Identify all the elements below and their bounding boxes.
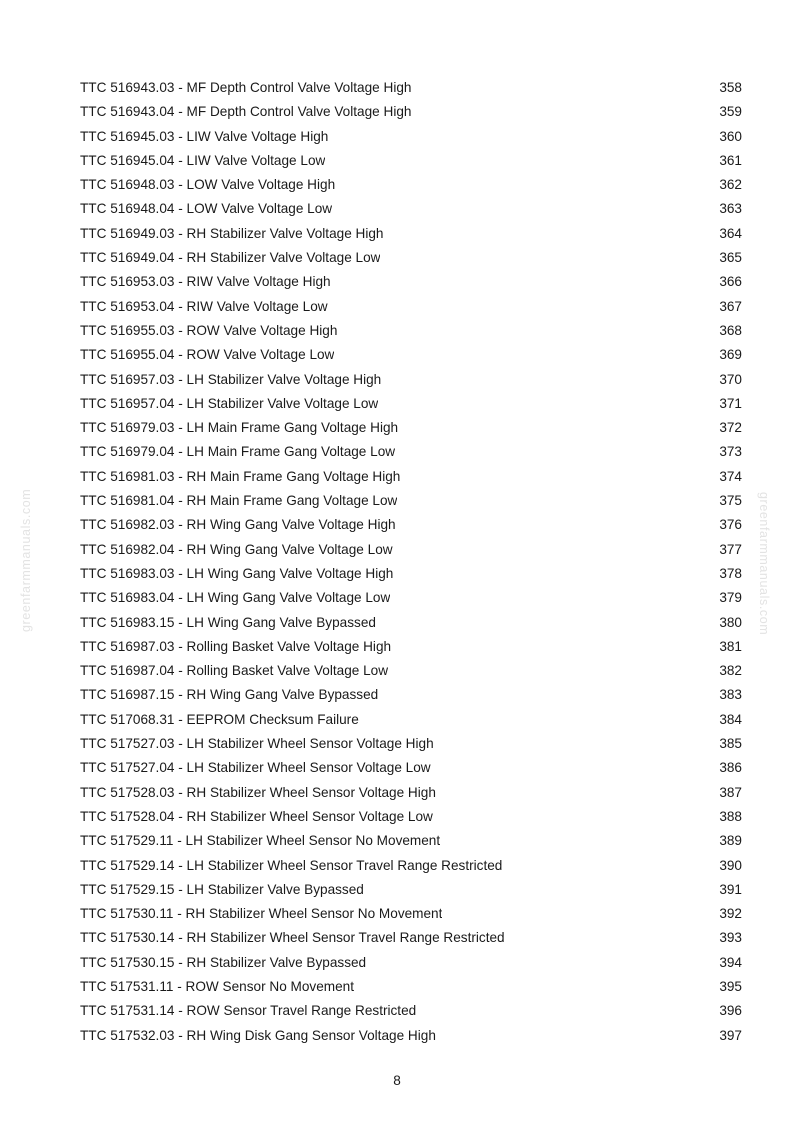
toc-entry-page[interactable]: 380 [719,614,742,630]
toc-entry-title[interactable]: TTC 516979.04 - LH Main Frame Gang Voltage Low [80,444,396,460]
toc-entry-title[interactable]: TTC 516983.04 - LH Wing Gang Valve Voltage Low [80,590,391,606]
toc-entry-page[interactable]: 393 [719,930,742,946]
toc-entry-page[interactable]: 374 [719,468,742,484]
toc-entry[interactable] [80,708,742,732]
toc-entry[interactable] [80,586,742,610]
toc-entry[interactable] [80,829,742,853]
toc-entry[interactable] [80,854,742,878]
toc-entry-title[interactable]: TTC 516953.03 - RIW Valve Voltage High [80,274,331,290]
toc-entry-title[interactable]: TTC 516987.04 - Rolling Basket Valve Voltage Low [80,663,389,679]
toc-entry[interactable] [80,222,742,246]
toc-entry-page[interactable]: 383 [719,687,742,703]
toc-entry-title[interactable]: TTC 516979.03 - LH Main Frame Gang Voltage High [80,420,399,436]
watermark-left: greenfarmmanuals.com [19,488,33,632]
toc-entry-page[interactable]: 361 [719,152,742,168]
toc-entry[interactable] [80,197,742,221]
toc-entry-title[interactable]: TTC 517530.15 - RH Stabilizer Valve Bypassed [80,954,367,970]
toc-entry[interactable] [80,246,742,270]
page-number: 8 [393,1073,401,1088]
toc-entry-title[interactable]: TTC 517530.14 - RH Stabilizer Wheel Sensor Travel Range Restricted [80,930,505,946]
toc-entry-page[interactable]: 375 [719,493,742,509]
toc-entry[interactable] [80,100,742,124]
toc-entry-title[interactable]: TTC 517529.11 - LH Stabilizer Wheel Sensor No Movement [80,833,441,849]
toc-entry-title[interactable]: TTC 517527.04 - LH Stabilizer Wheel Sensor Voltage Low [80,760,431,776]
toc-entry-page[interactable]: 384 [719,711,742,727]
toc-entry-title[interactable]: TTC 516949.03 - RH Stabilizer Valve Voltage High [80,225,384,241]
toc-entry-title[interactable]: TTC 517531.11 - ROW Sensor No Movement [80,978,354,994]
toc-entry[interactable] [80,999,742,1023]
toc-entry[interactable] [80,659,742,683]
toc-entry-page[interactable]: 365 [719,250,742,266]
toc-entry-page[interactable]: 368 [719,322,742,338]
toc-entry-page[interactable]: 390 [719,857,742,873]
toc-entry[interactable] [80,513,742,537]
toc-entry-page[interactable]: 367 [719,298,742,314]
toc-entry[interactable] [80,149,742,173]
toc-entry-page[interactable]: 389 [719,833,742,849]
toc-entry-title[interactable]: TTC 517528.03 - RH Stabilizer Wheel Sensor Voltage High [80,784,436,800]
toc-entry-title[interactable]: TTC 516949.04 - RH Stabilizer Valve Voltage Low [80,250,381,266]
toc-entry-title[interactable]: TTC 516987.03 - Rolling Basket Valve Voltage High [80,638,392,654]
toc-entry-title[interactable]: TTC 517529.15 - LH Stabilizer Valve Bypassed [80,881,364,897]
toc-entry-title[interactable]: TTC 516948.04 - LOW Valve Voltage Low [80,201,333,217]
toc-entry-page[interactable]: 371 [719,395,742,411]
toc-entry-title[interactable]: TTC 516983.03 - LH Wing Gang Valve Voltage High [80,565,394,581]
toc-entry-title[interactable]: TTC 516945.04 - LIW Valve Voltage Low [80,152,326,168]
toc-entry[interactable] [80,76,742,100]
toc-entry-page[interactable]: 377 [719,541,742,557]
toc-entry-page[interactable]: 370 [719,371,742,387]
toc-entry[interactable] [80,683,742,707]
toc-entry-title[interactable]: TTC 517528.04 - RH Stabilizer Wheel Sensor Voltage Low [80,808,433,824]
toc-entry-page[interactable]: 394 [719,954,742,970]
toc-entry-page[interactable]: 385 [719,736,742,752]
toc-entry-title[interactable]: TTC 516955.04 - ROW Valve Voltage Low [80,347,335,363]
toc-entry-title[interactable]: TTC 516953.04 - RIW Valve Voltage Low [80,298,328,314]
toc-entry-title[interactable]: TTC 516957.04 - LH Stabilizer Valve Voltage Low [80,395,379,411]
toc-entry[interactable] [80,1024,742,1048]
toc-entry-title[interactable]: TTC 517529.14 - LH Stabilizer Wheel Sensor Travel Range Restricted [80,857,503,873]
toc-entry[interactable] [80,465,742,489]
toc-entry[interactable] [80,951,742,975]
toc-entry-page[interactable]: 386 [719,760,742,776]
toc-entry[interactable] [80,319,742,343]
toc-entry-title[interactable]: TTC 517530.11 - RH Stabilizer Wheel Sensor No Movement [80,906,443,922]
toc-entry-page[interactable]: 372 [719,420,742,436]
toc-entry-page[interactable]: 369 [719,347,742,363]
toc-entry[interactable] [80,125,742,149]
toc-entry-page[interactable]: 381 [719,638,742,654]
toc-entry[interactable] [80,562,742,586]
toc-entry-page[interactable]: 388 [719,808,742,824]
toc-entry-page[interactable]: 378 [719,565,742,581]
toc-entry[interactable] [80,295,742,319]
toc-entry[interactable] [80,173,742,197]
toc-entry-page[interactable]: 362 [719,177,742,193]
toc-entry[interactable] [80,611,742,635]
toc-entry-page[interactable]: 387 [719,784,742,800]
toc-entry-page[interactable]: 397 [719,1027,742,1043]
toc-entry[interactable] [80,538,742,562]
watermark-right: greenfarmmanuals.com [757,492,771,636]
toc-entry-title[interactable]: TTC 517068.31 - EEPROM Checksum Failure [80,711,359,727]
toc-entry[interactable] [80,902,742,926]
toc-entry-page[interactable]: 358 [719,80,742,95]
toc-entry-title[interactable]: TTC 517531.14 - ROW Sensor Travel Range Restricted [80,1003,417,1019]
toc-entry[interactable] [80,416,742,440]
toc-entry-title[interactable]: TTC 516987.15 - RH Wing Gang Valve Bypassed [80,687,379,703]
toc-entry-title[interactable]: TTC 516943.04 - MF Depth Control Valve Voltage High [80,104,412,120]
toc-entry-page[interactable]: 363 [719,201,742,217]
toc-entry[interactable] [80,975,742,999]
toc-entry-page[interactable]: 359 [719,104,742,120]
toc-entry[interactable] [80,343,742,367]
toc-entry-title[interactable]: TTC 516943.03 - MF Depth Control Valve Voltage High [80,80,412,95]
toc-entry-page[interactable]: 376 [719,517,742,533]
toc-entry[interactable] [80,392,742,416]
toc-entry-page[interactable]: 391 [719,881,742,897]
toc-entry-page[interactable]: 364 [719,225,742,241]
toc-entry-title[interactable]: TTC 516981.04 - RH Main Frame Gang Voltage Low [80,493,398,509]
toc-entry[interactable] [80,732,742,756]
toc-entry[interactable] [80,270,742,294]
toc-entry-page[interactable]: 396 [719,1003,742,1019]
toc-entry-title[interactable]: TTC 517527.03 - LH Stabilizer Wheel Sensor Voltage High [80,736,434,752]
toc-entry[interactable] [80,489,742,513]
toc-entry-title[interactable]: TTC 516948.03 - LOW Valve Voltage High [80,177,336,193]
toc-entry[interactable] [80,805,742,829]
toc-entry-title[interactable]: TTC 516983.15 - LH Wing Gang Valve Bypassed [80,614,376,630]
toc-entry[interactable] [80,756,742,780]
toc-entry[interactable] [80,635,742,659]
toc-entry[interactable] [80,926,742,950]
toc-entry-page[interactable]: 379 [719,590,742,606]
toc-entry-page[interactable]: 395 [719,978,742,994]
toc-entry-title[interactable]: TTC 516982.03 - RH Wing Gang Valve Voltage High [80,517,396,533]
toc-entry-title[interactable]: TTC 516955.03 - ROW Valve Voltage High [80,322,338,338]
table-of-contents [80,76,742,1048]
toc-entry-page[interactable]: 392 [719,906,742,922]
toc-entry[interactable] [80,878,742,902]
toc-entry-title[interactable]: TTC 517532.03 - RH Wing Disk Gang Sensor Voltage High [80,1027,436,1043]
toc-entry-page[interactable]: 366 [719,274,742,290]
toc-entry-title[interactable]: TTC 516957.03 - LH Stabilizer Valve Voltage High [80,371,382,387]
toc-entry-title[interactable]: TTC 516982.04 - RH Wing Gang Valve Voltage Low [80,541,393,557]
toc-entry[interactable] [80,440,742,464]
toc-entry-title[interactable]: TTC 516945.03 - LIW Valve Voltage High [80,128,329,144]
toc-entry-page[interactable]: 360 [719,128,742,144]
toc-entry-title[interactable]: TTC 516981.03 - RH Main Frame Gang Voltage High [80,468,401,484]
toc-entry-page[interactable]: 373 [719,444,742,460]
toc-entry[interactable] [80,781,742,805]
toc-entry[interactable] [80,368,742,392]
toc-entry-page[interactable]: 382 [719,663,742,679]
